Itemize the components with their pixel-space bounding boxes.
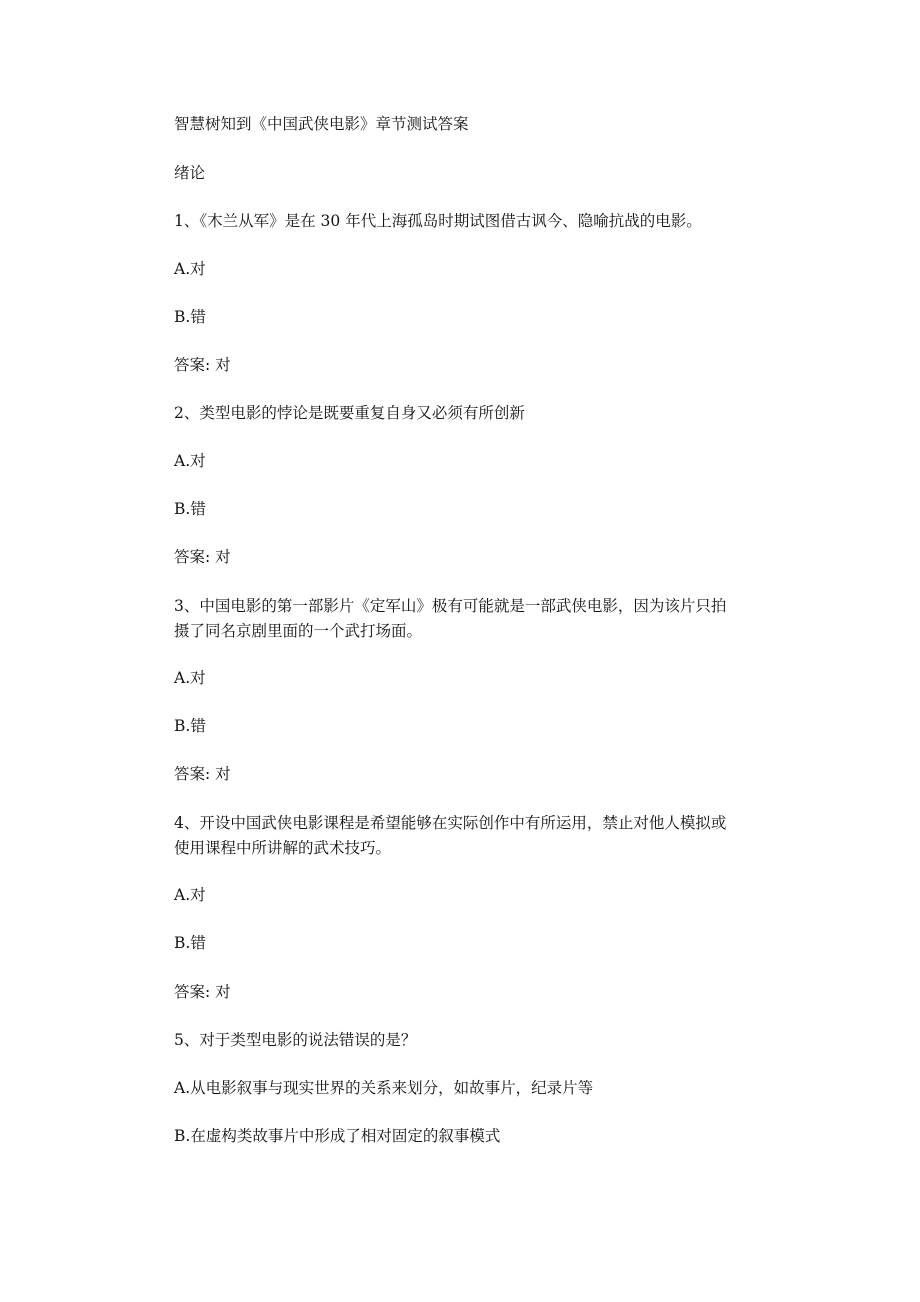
question-3-option-a: A.对 bbox=[174, 669, 206, 687]
question-4-text-line-1: 4、开设中国武侠电影课程是希望能够在实际创作中有所运用，禁止对他人模拟或 bbox=[174, 814, 727, 832]
question-3-text-line-1: 3、中国电影的第一部影片《定军山》极有可能就是一部武侠电影，因为该片只拍 bbox=[174, 597, 727, 615]
question-2-option-b: B.错 bbox=[174, 500, 206, 518]
question-4-text-line-2: 使用课程中所讲解的武术技巧。 bbox=[174, 839, 392, 857]
document-title: 智慧树知到《中国武侠电影》章节测试答案 bbox=[174, 115, 469, 133]
question-3-option-b: B.错 bbox=[174, 717, 206, 735]
question-1-text: 1、《木兰从军》是在 30 年代上海孤岛时期试图借古讽今、隐喻抗战的电影。 bbox=[174, 212, 702, 230]
question-1-option-b: B.错 bbox=[174, 308, 206, 326]
question-4-option-b: B.错 bbox=[174, 934, 206, 952]
question-3-text-line-2: 摄了同名京剧里面的一个武打场面。 bbox=[174, 622, 423, 640]
question-1-answer: 答案: 对 bbox=[174, 356, 231, 374]
section-heading: 绪论 bbox=[174, 164, 206, 182]
question-4-answer: 答案: 对 bbox=[174, 983, 231, 1001]
question-5-text: 5、对于类型电影的说法错误的是？ bbox=[174, 1031, 417, 1049]
question-3-answer: 答案: 对 bbox=[174, 765, 231, 783]
question-4-option-a: A.对 bbox=[174, 886, 206, 904]
question-1-option-a: A.对 bbox=[174, 260, 206, 278]
question-5-option-b: B.在虚构类故事片中形成了相对固定的叙事模式 bbox=[174, 1127, 501, 1145]
question-2-answer: 答案: 对 bbox=[174, 548, 231, 566]
question-5-option-a: A.从电影叙事与现实世界的关系来划分，如故事片，纪录片等 bbox=[174, 1079, 594, 1097]
question-2-text: 2、类型电影的悖论是既要重复自身又必须有所创新 bbox=[174, 404, 525, 422]
question-2-option-a: A.对 bbox=[174, 452, 206, 470]
